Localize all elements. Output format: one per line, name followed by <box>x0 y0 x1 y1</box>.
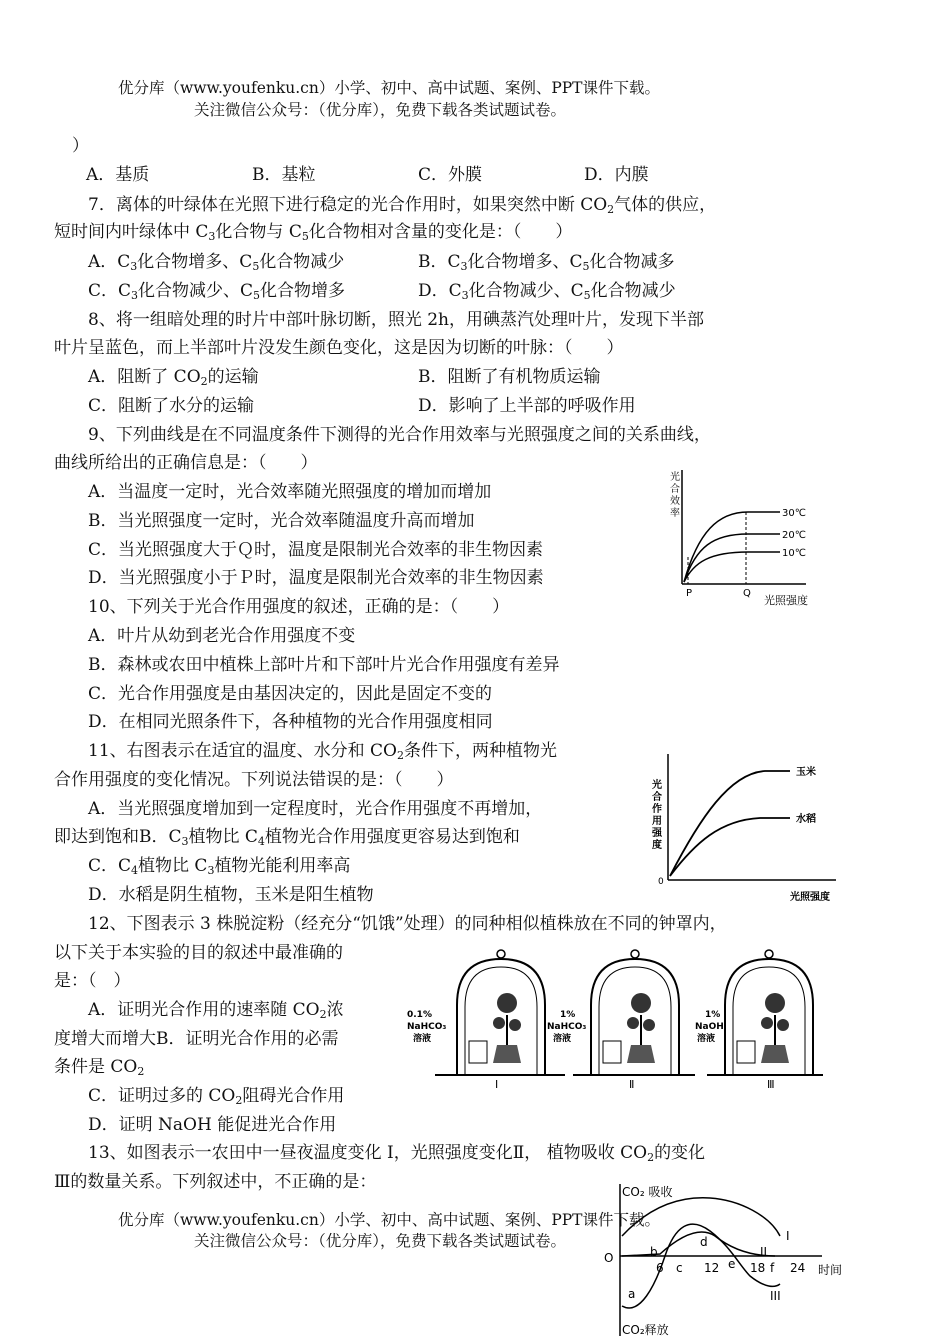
fig13-point-d: d <box>700 1235 708 1249</box>
fig9-label-20c: 20℃ <box>782 530 806 541</box>
bell-jar-2 <box>547 950 695 1090</box>
jar3-chem: NaOH <box>695 1022 724 1032</box>
q7-stem-line-2: 短时间内叶绿体中 $C_3$化合物与 $C_5$化合物相对含量的变化是：（ ） <box>54 222 573 243</box>
fig9-label-10c: 10℃ <box>782 548 806 559</box>
q9-option-d: D．当光照强度小于Ｐ时，温度是限制光合效率的非生物因素 <box>88 568 544 588</box>
fig13-tick-6: 6 <box>656 1261 664 1275</box>
q12-option-d: D．证明 NaOH 能促进光合作用 <box>88 1115 337 1135</box>
jar2-chem: NaHCO₃ <box>547 1022 587 1032</box>
q11-option-d: D．水稻是阴生植物，玉米是阳生植物 <box>88 885 374 905</box>
q6-option-b: B．基粒 <box>252 165 316 185</box>
fig13-ylabel-bottom: CO₂释放 <box>622 1323 669 1337</box>
fig13-curve-II <box>622 1232 775 1256</box>
header-line-2: 关注微信公众号：（优分库），免费下载各类试题试卷。 <box>194 101 567 119</box>
fig11-label-rice: 水稻 <box>796 814 816 825</box>
fig11-xlabel: 光照强度 <box>790 892 830 903</box>
fig11-ylabel-2: 合 <box>652 792 662 803</box>
q12-option-a-line-1: A．证明光合作用的速率随 $CO_2$浓 <box>88 1000 344 1021</box>
fig9-ylabel-3: 效 <box>670 496 680 507</box>
fig11-curve-rice <box>670 818 790 876</box>
fig9-label-30c: 30℃ <box>782 508 806 519</box>
fig13-point-f: f <box>770 1261 775 1275</box>
fig13-tick-12: 12 <box>704 1261 720 1275</box>
fig13-xlabel: 时间 <box>818 1263 843 1277</box>
fig9-ylabel-4: 率 <box>670 508 680 519</box>
q8-stem-line-1: 8、将一组暗处理的时片中部叶脉切断，照光 2h，用碘蒸汽处理叶片，发现下半部 <box>88 310 704 330</box>
jar3-conc: 1% <box>705 1010 721 1020</box>
fig13-label-I: I <box>786 1229 790 1243</box>
jar3-label: Ⅲ <box>767 1078 775 1090</box>
q9-stem-line-2: 曲线所给出的正确信息是：（ ） <box>54 453 318 473</box>
q9-option-c: C．当光照强度大于Ｑ时，温度是限制光合效率的非生物因素 <box>88 540 544 560</box>
fig13-point-c: c <box>676 1261 683 1275</box>
q8-option-b: B．阻断了有机物质运输 <box>418 367 601 387</box>
fig9-curve-20 <box>684 534 780 582</box>
q7-option-a: A．$C_3$化合物增多、$C_5$化合物减少 <box>88 252 345 273</box>
q12-option-b-line-2: 条件是 $CO_2$ <box>54 1057 145 1078</box>
fig13-ylabel-top: CO₂ 吸收 <box>622 1185 673 1199</box>
q11-option-a: A．当光照强度增加到一定程度时，光合作用强度不再增加， <box>88 799 543 819</box>
fig9-curve-30 <box>684 512 780 582</box>
bell-jar-3 <box>695 950 823 1090</box>
jar1-label: I <box>495 1078 499 1090</box>
fig11-label-corn: 玉米 <box>796 767 816 778</box>
q10-option-a: A．叶片从幼到老光合作用强度不变 <box>88 626 356 646</box>
q6-option-c: C．外膜 <box>418 165 483 185</box>
fig11-ylabel-5: 强 <box>652 828 662 839</box>
q11-option-b: 即达到饱和B．$C_3$植物比 $C_4$植物光合作用强度更容易达到饱和 <box>54 827 520 848</box>
q8-option-a: A．阻断了 $CO_2$的运输 <box>88 367 259 388</box>
q12-stem-line-1: 12、下图表示 3 株脱淀粉（经充分“饥饿”处理）的同种相似植株放在不同的钟罩内， <box>88 914 727 934</box>
q9-option-b: B．当光照强度一定时，光合效率随温度升高而增加 <box>88 511 475 531</box>
jar2-conc: 1% <box>560 1010 576 1020</box>
fig13-tick-24: 24 <box>790 1261 806 1275</box>
fig13-origin: O <box>604 1251 614 1265</box>
q10-stem: 10、下列关于光合作用强度的叙述，正确的是：（ ） <box>88 597 510 617</box>
q12-stem-line-3: 是：（ ） <box>54 971 131 991</box>
fig13-label-III: III <box>770 1289 781 1303</box>
q12-option-a-line-2: 度增大而增大B．证明光合作用的必需 <box>54 1029 339 1049</box>
fig9-ylabel-2: 合 <box>670 484 680 495</box>
q13-stem-line-1: 13、如图表示一农田中一昼夜温度变化 I，光照强度变化Ⅱ， 植物吸收 $CO_2$的变化 <box>88 1143 706 1164</box>
fig13-tick-18: 18 <box>750 1261 766 1275</box>
figure-q12-bell-jars <box>405 945 825 1090</box>
jar2-sol: 溶液 <box>553 1034 572 1044</box>
q10-option-c: C．光合作用强度是由基因决定的，因此是固定不变的 <box>88 684 493 704</box>
q12-option-c: C．证明过多的 $CO_2$阻碍光合作用 <box>88 1086 345 1107</box>
q7-option-c: C．$C_3$化合物减少、$C_5$化合物增多 <box>88 281 346 302</box>
fig9-tick-p: P <box>686 588 693 599</box>
q10-option-b: B．森林或农田中植株上部叶片和下部叶片光合作用强度有差异 <box>88 655 560 675</box>
q7-stem-line-1: 7．离体的叶绿体在光照下进行稳定的光合作用时，如果突然中断 $CO_2$气体的供应， <box>88 195 717 216</box>
fig9-xlabel: 光照强度 <box>764 594 808 607</box>
fig11-ylabel-6: 度 <box>652 840 662 851</box>
q13-stem-line-2: Ⅲ的数量关系。下列叙述中，不正确的是： <box>54 1172 377 1192</box>
q6-tail: ） <box>72 136 89 156</box>
jar3-sol: 溶液 <box>697 1034 716 1044</box>
q10-option-d: D．在相同光照条件下，各种植物的光合作用强度相同 <box>88 712 493 732</box>
q8-option-c: C．阻断了水分的运输 <box>88 396 255 416</box>
fig13-point-e: e <box>728 1257 736 1271</box>
fig11-origin: 0 <box>658 877 664 887</box>
jar1-sol: 溶液 <box>413 1034 432 1044</box>
fig11-ylabel-4: 用 <box>652 816 662 827</box>
jar1-chem: NaHCO₃ <box>407 1022 447 1032</box>
q8-option-d: D．影响了上半部的呼吸作用 <box>418 396 636 416</box>
q6-option-d: D．内膜 <box>584 165 649 185</box>
jar1-conc: 0.1% <box>407 1010 432 1020</box>
q8-stem-line-2: 叶片呈蓝色，而上半部叶片没发生颜色变化，这是因为切断的叶脉：（ ） <box>54 338 624 358</box>
footer-line-1: 优分库（www.youfenku.cn）小学、初中、高中试题、案例、PPT课件下载。 <box>118 1211 661 1229</box>
fig13-label-II: II <box>760 1245 768 1259</box>
fig9-curve-10 <box>684 552 780 582</box>
q11-option-c: C．$C_4$植物比 $C_3$植物光能利用率高 <box>88 856 351 877</box>
fig11-ylabel-3: 作 <box>652 804 662 815</box>
figure-q11-two-plants <box>640 748 840 908</box>
q9-option-a: A．当温度一定时，光合效率随光照强度的增加而增加 <box>88 482 492 502</box>
header-line-1: 优分库（www.youfenku.cn）小学、初中、高中试题、案例、PPT课件下载。 <box>118 79 661 97</box>
q11-stem-line-2: 合作用强度的变化情况。下列说法错误的是：（ ） <box>54 770 454 790</box>
figure-q13-daily-co2 <box>600 1176 850 1340</box>
q7-option-b: B．$C_3$化合物增多、$C_5$化合物减多 <box>418 252 675 273</box>
q6-option-a: A．基质 <box>86 165 150 185</box>
q12-stem-line-2: 以下关于本实验的目的叙述中最准确的 <box>54 943 343 963</box>
fig13-point-a: a <box>628 1287 636 1301</box>
bell-jar-1 <box>407 950 565 1090</box>
jar2-label: Ⅱ <box>629 1078 635 1090</box>
q11-stem-line-1: 11、右图表示在适宜的温度、水分和 $CO_2$条件下，两种植物光 <box>88 741 557 762</box>
q9-stem-line-1: 9、下列曲线是在不同温度条件下测得的光合作用效率与光照强度之间的关系曲线， <box>88 425 711 445</box>
fig11-ylabel-1: 光 <box>652 780 662 791</box>
fig13-point-b: b <box>650 1245 658 1259</box>
figure-q9-light-efficiency <box>658 462 828 610</box>
footer-line-2: 关注微信公众号：（优分库），免费下载各类试题试卷。 <box>194 1232 567 1250</box>
fig9-ylabel-1: 光 <box>670 472 680 483</box>
q7-option-d: D．$C_3$化合物减少、$C_5$化合物减少 <box>418 281 676 302</box>
fig9-tick-q: Q <box>743 588 751 599</box>
